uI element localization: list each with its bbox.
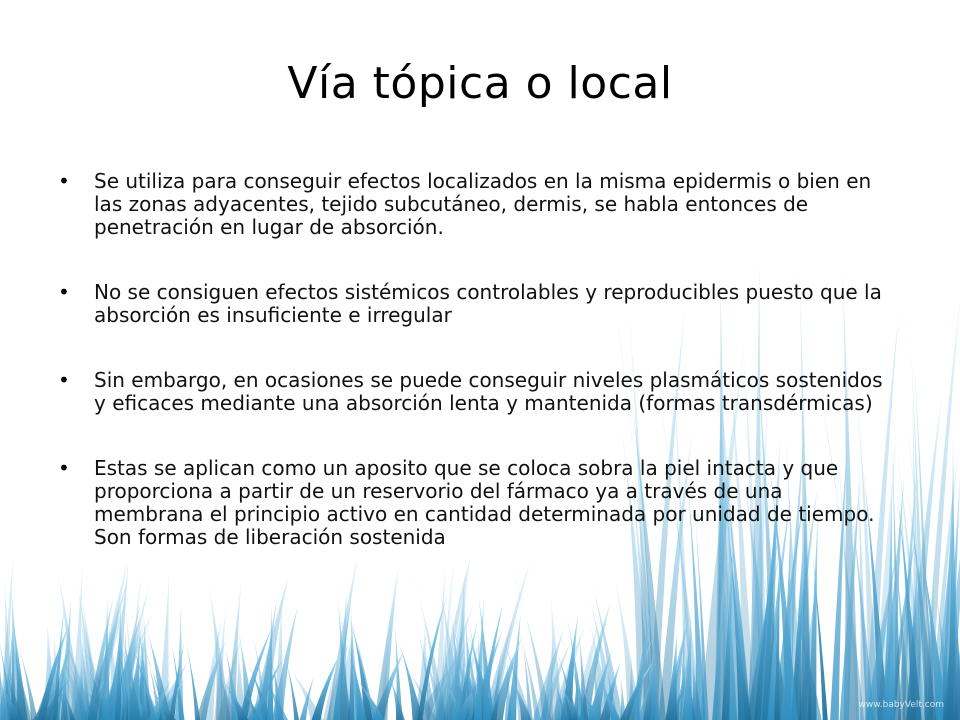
bullet-item: • Estas se aplican como un aposito que se coloca sobra la piel intacta y que proporciona a partir de un reservorio del fármaco ya a través de una membrana el principio activo en cantidad determinada por unidad de tiempo. Son formas de liberación sostenida: [58, 457, 898, 549]
bullet-item: • No se consiguen efectos sistémicos controlables y reproducibles puesto que la absorción es insuficiente e irregular: [58, 281, 898, 327]
bullet-list: [58, 170, 898, 591]
bullet-item: • Se utiliza para conseguir efectos localizados en la misma epidermis o bien en las zonas adyacentes, tejido subcutáneo, dermis, se habla entonces de penetración en lugar de absorción.: [58, 170, 898, 239]
watermark: www.babyVelt.com: [858, 700, 944, 710]
bullet-item: • Sin embargo, en ocasiones se puede conseguir niveles plasmáticos sostenidos y eficaces mediante una absorción lenta y mantenida (formas transdérmicas): [58, 369, 898, 415]
slide-title: Vía tópica o local: [287, 58, 673, 109]
